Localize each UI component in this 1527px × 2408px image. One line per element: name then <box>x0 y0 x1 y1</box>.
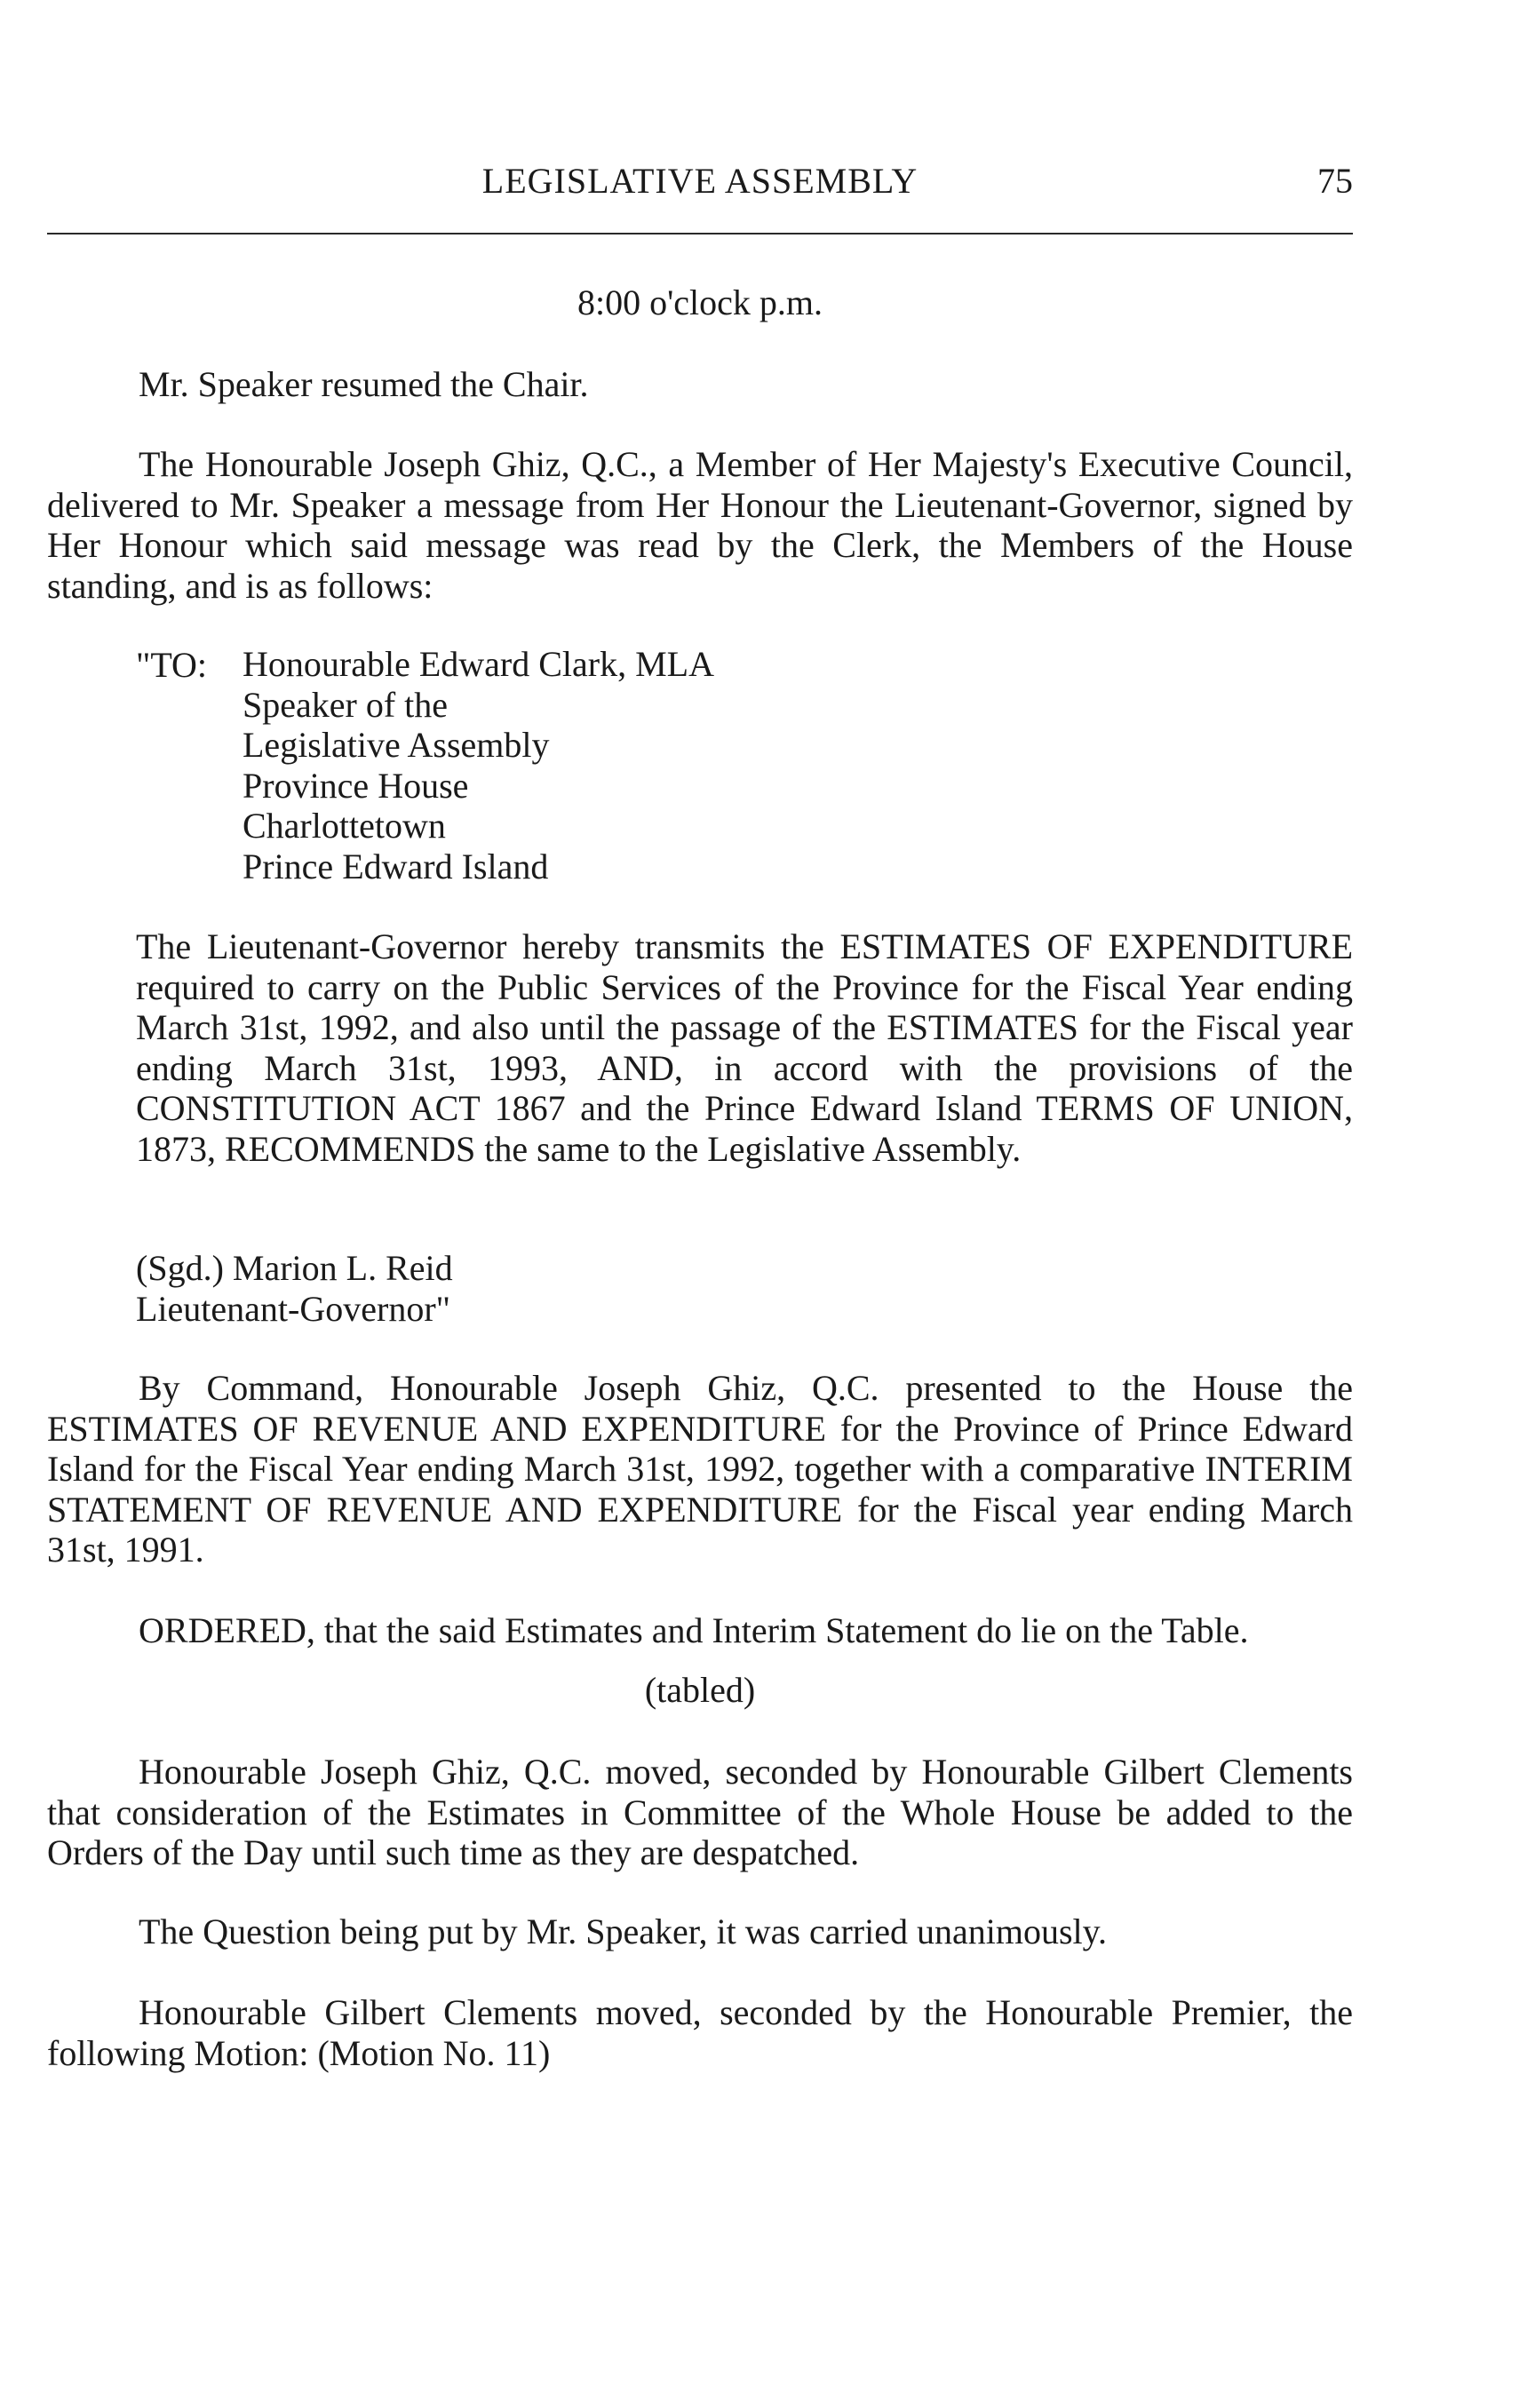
paragraph-message-delivered: The Honourable Joseph Ghiz, Q.C., a Member of Her Majesty's Executive Council, delivered to Mr. Speaker a message from Her Honour the Lieutenant-Governor, signed by Her Honour which said message was read by the Clerk, the Members of the House standing, and is as follows: <box>47 444 1353 606</box>
address-line: Prince Edward Island <box>243 846 549 886</box>
paragraph-by-command: By Command, Honourable Joseph Ghiz, Q.C. presented to the House the ESTIMATES OF REVENUE AND EXPENDITURE for the Province of Prince Edward Island for the Fiscal Year ending March 31st, 1992, together with a comparative INTERIM STATEMENT OF REVENUE AND EXPENDITURE for the Fiscal year ending March 31st, 1991. <box>47 1368 1353 1570</box>
address-label: "TO: <box>136 645 208 685</box>
signature-title: Lieutenant-Governor" <box>136 1288 450 1329</box>
page-header <box>47 160 1353 213</box>
signature-line: (Sgd.) Marion L. Reid <box>136 1248 453 1288</box>
address-line: Charlottetown <box>243 806 446 846</box>
address-line: Legislative Assembly <box>243 725 550 765</box>
time-heading: 8:00 o'clock p.m. <box>577 282 823 322</box>
address-line: Honourable Edward Clark, MLA <box>243 644 714 684</box>
page-number: 75 <box>1317 161 1353 201</box>
paragraph-motion-eleven: Honourable Gilbert Clements moved, seconded by the Honourable Premier, the following Motion: (Motion No. 11) <box>47 1992 1353 2073</box>
running-title: LEGISLATIVE ASSEMBLY <box>481 161 919 201</box>
paragraph-transmits-estimates: The Lieutenant-Governor hereby transmits the ESTIMATES OF EXPENDITURE required to carry on the Public Services of the Province for the Fiscal Year ending March 31st, 1992, and also until the passage of the ESTIMATES for the Fiscal year ending March 31st, 1993, AND, in accord with the provisions of the CONSTITUTION ACT 1867 and the Prince Edward Island TERMS OF UNION, 1873, RECOMMENDS the same to the Legislative Assembly. <box>136 926 1353 1169</box>
paragraph-speaker-resumed: Mr. Speaker resumed the Chair. <box>139 364 589 404</box>
address-line: Province House <box>243 765 469 806</box>
address-block <box>243 644 714 886</box>
address-line: Speaker of the <box>243 684 449 725</box>
paragraph-question-carried: The Question being put by Mr. Speaker, it was carried unanimously. <box>139 1911 1108 1951</box>
tabled-note: (tabled) <box>644 1670 756 1710</box>
header-rule <box>47 233 1353 234</box>
paragraph-motion-estimates: Honourable Joseph Ghiz, Q.C. moved, seconded by Honourable Gilbert Clements that consideration of the Estimates in Committee of the Whole House be added to the Orders of the Day until such time as they are despatched. <box>47 1752 1353 1872</box>
signature-block <box>136 1248 453 1329</box>
paragraph-ordered: ORDERED, that the said Estimates and Interim Statement do lie on the Table. <box>139 1610 1249 1650</box>
